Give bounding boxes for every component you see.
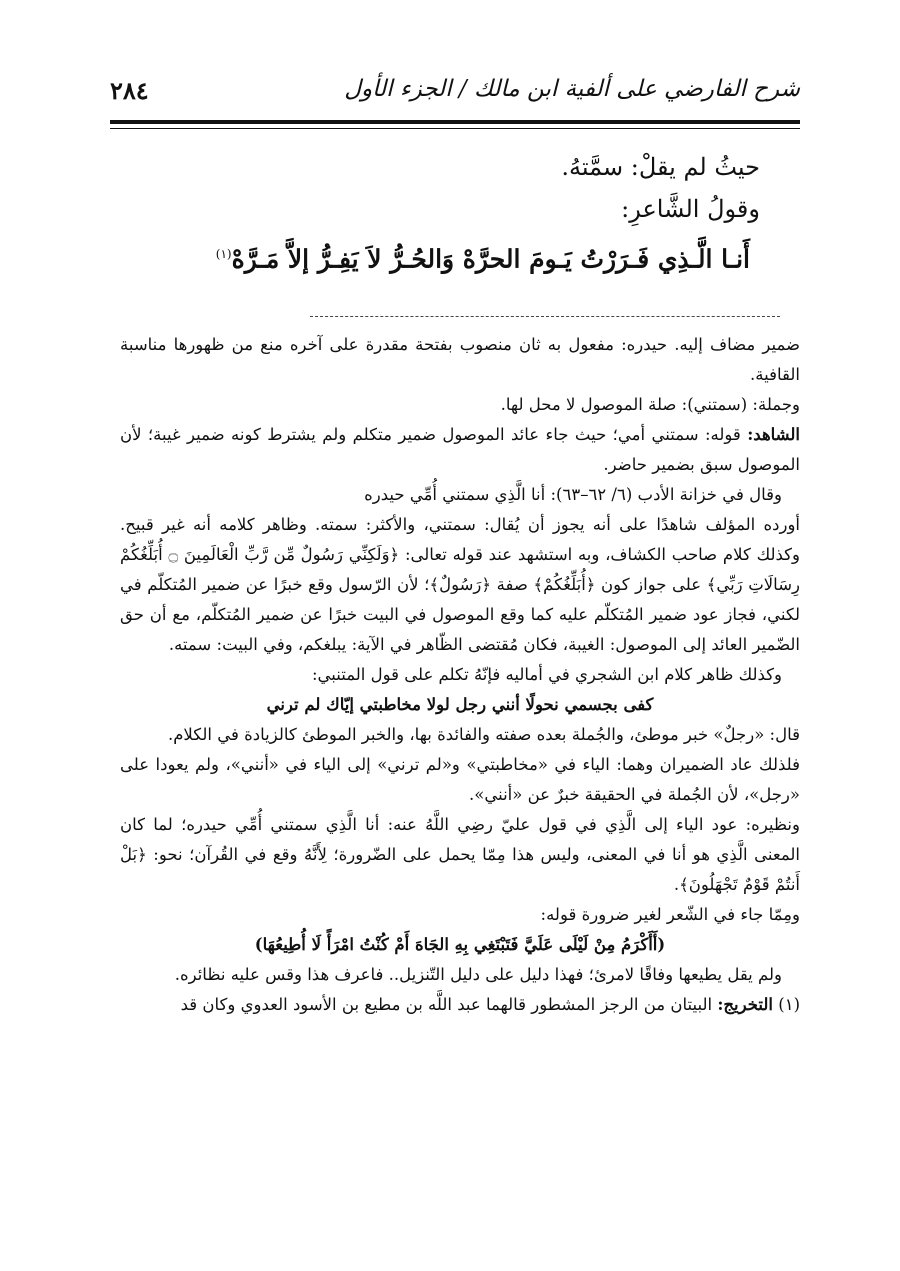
running-header: [110, 72, 800, 112]
footnote-verse: (أَأَكْرَمُ مِنْ لَيْلَى عَلَيَّ فَتَبْتَغِي بِهِ الجَاهَ أَمْ كُنْتُ امْرَأً لَا أُطِيعُهَا): [254, 935, 666, 954]
main-text: [140, 146, 760, 274]
footnote-paragraph: ولم يقل يطيعها وفاقًا لامرئ؛ فهذا دليل على دليل التّنزيل.. فاعرف هذا وقس عليه نظائره.: [174, 965, 782, 984]
verse-text: أَنـا الَّـذِي فَـرَرْتُ يَـومَ الحرَّهْ وَالحُـرُّ لاَ يَفِـرُّ إلاَّ مَـرَّهْ: [231, 244, 750, 274]
footnote-verse: كفى بجسمي نحولًا أنني رجل لولا مخاطبتي إيّاك لم ترني: [266, 695, 654, 714]
footnote-1-mark: (١): [778, 995, 800, 1014]
footnote-paragraph: [120, 420, 800, 480]
footnote-paragraph: وقال في خزانة الأدب (٦/ ٦٢–٦٣): أنا الَّذِي سمتني أُمِّي حيدره: [364, 485, 782, 504]
footnote-1: [120, 990, 800, 1020]
footnote-paragraph: وجملة: (سمتني): صلة الموصول لا محل لها.: [500, 395, 800, 414]
footnote-1-text: البيتان من الرجز المشطور قالهما عبد اللَّه بن مطيع بن الأسود العدوي وكان قد: [180, 995, 713, 1014]
header-rule-thin: [110, 128, 800, 129]
footnote-paragraph: وكذلك ظاهر كلام ابن الشجري في أماليه فإنّهُ تكلم على قول المتنبي:: [311, 665, 782, 684]
evidence-label: الشاهد:: [747, 425, 801, 444]
footnotes: [120, 330, 800, 1020]
verse-footnote-mark: (١): [215, 247, 232, 261]
footnote-paragraph: أورده المؤلف شاهدًا على أنه يجوز أن يُقال: سمتني، والأكثر: سمته. وظاهر كلامه أنه غير قبيح. وكذلك كلام صاحب الكشاف، وبه استشهد عند قوله تعالى: ﴿وَلَكِنِّي رَسُولٌ مِّن رَّبِّ الْعَالَمِينَ ۝ أُبَلِّغُكُمْ رِسَالَاتِ رَبِّي﴾ على جواز كون ﴿أُبَلِّغُكُمْ﴾ صفة ﴿رَسُولٌ﴾؛ لأن الرّسول وقع خبرًا عن ضمير المُتكلّم في لكني، فجاز عود ضمير المُتكلّم عليه كما وقع الموصول في البيت خبرًا عن ضمير المُتكلّم، مع أن حق الضّمير العائد إلى الموصول: الغيبة، فكان مُقتضى الظّاهر في الآية: يبلغكم، وفي البيت: سمته.: [120, 515, 800, 654]
footnote-paragraph: ضمير مضاف إليه. حيدره: مفعول به ثان منصوب بفتحة مقدرة على آخره منع من ظهورها مناسبة القافية.: [120, 335, 800, 384]
footnote-paragraph: فلذلك عاد الضميران وهما: الياء في «مخاطبتي» و«لم ترني» إلى الياء في «أنني»، ولم يعودا على «رجل»، لأن الجُملة في الحقيقة خبرٌ عن «أنني».: [120, 755, 800, 804]
footnote-paragraph: ومِمّا جاء في الشّعر لغير ضرورة قوله:: [540, 905, 800, 924]
book-title: شرح الفارضي على ألفية ابن مالك / الجزء الأول: [344, 76, 800, 102]
page-number: ٢٨٤: [110, 76, 149, 105]
main-line-1: حيثُ لم يقلْ: سمَّتهُ.: [561, 153, 760, 181]
main-line-2: وقولُ الشَّاعرِ:: [621, 195, 760, 223]
footnote-paragraph: ونظيره: عود الياء إلى الَّذِي في قول عليّ رضِي اللَّهُ عنه: أنا الَّذِي سمتني أُمِّي حيدره؛ لما كان المعنى الَّذِي هو أنا في المعنى، وليس هذا مِمّا يحمل على الضّرورة؛ لِأَنَّهُ وقع في القُرآن؛ نحو: ﴿بَلْ أَنتُمْ قَوْمٌ تَجْهَلُونَ﴾.: [120, 815, 800, 894]
header-rule-thick: [110, 120, 800, 124]
evidence-text: قوله: سمتني أمي؛ حيث جاء عائد الموصول ضمير متكلم ولم يشترط كونه ضمير غيبة؛ لأن الموصول سبق بضمير حاضر.: [120, 425, 800, 474]
footnote-separator: [310, 316, 780, 317]
footnote-1-label: التخريج:: [717, 995, 773, 1014]
footnote-paragraph: قال: «رجلٌ» خبر موطئ، والجُملة بعده صفته والفائدة بها، والخبر الموطئ كالزيادة في الكلام.: [167, 725, 800, 744]
main-verse: [150, 234, 750, 279]
